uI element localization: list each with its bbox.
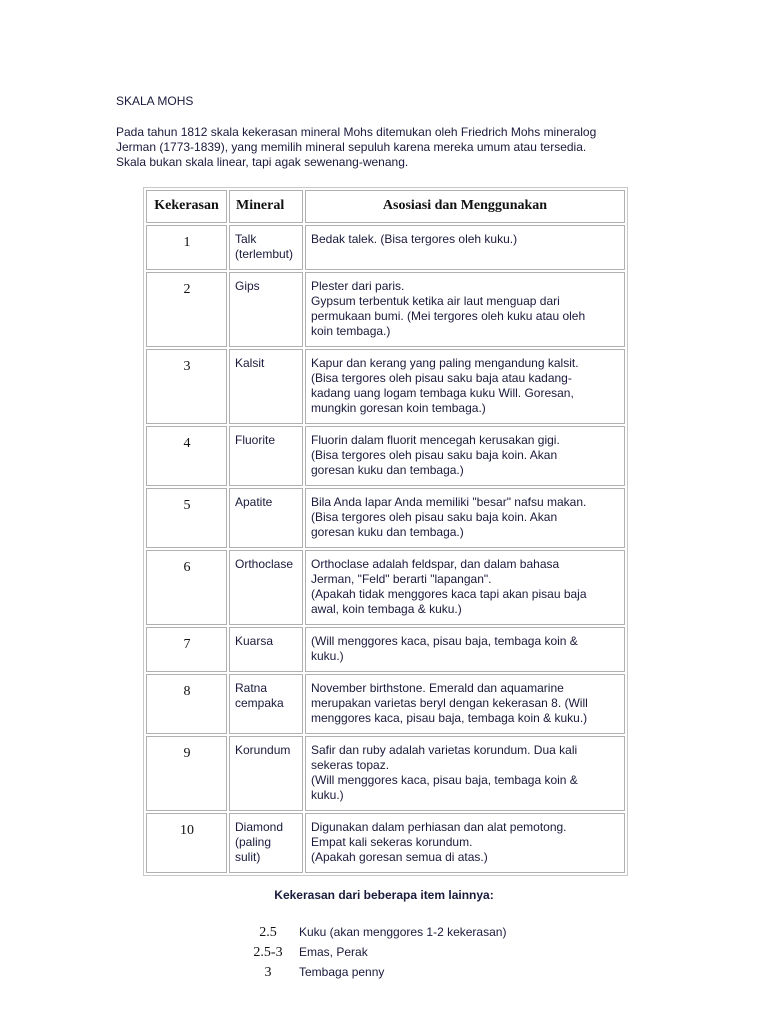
mineral-cell: Kalsit: [229, 349, 303, 424]
hardness-cell: 9: [146, 736, 227, 811]
mineral-cell: Ratna cempaka: [229, 674, 303, 734]
mineral-cell: Kuarsa: [229, 627, 303, 672]
table-row: [146, 426, 625, 486]
description-cell: Digunakan dalam perhiasan dan alat pemotong. Empat kali sekeras korundum. (Apakah goresan semua di atas.): [305, 813, 625, 873]
hardness-cell: 8: [146, 674, 227, 734]
hardness-cell: 5: [146, 488, 227, 548]
item-label: Tembaga penny: [299, 965, 385, 979]
header-association: Asosiasi dan Menggunakan: [305, 190, 625, 223]
table-row: [146, 627, 625, 672]
description-cell: (Will menggores kaca, pisau baja, tembaga koin & kuku.): [305, 627, 625, 672]
mineral-cell: Fluorite: [229, 426, 303, 486]
item-label: Emas, Perak: [299, 945, 368, 959]
other-items-heading: Kekerasan dari beberapa item lainnya:: [274, 888, 494, 902]
mineral-cell: Orthoclase: [229, 550, 303, 625]
hardness-cell: 10: [146, 813, 227, 873]
description-cell: Bedak talek. (Bisa tergores oleh kuku.): [305, 225, 625, 270]
description-cell: Plester dari paris. Gypsum terbentuk ketika air laut menguap dari permukaan bumi. (Mei tergores oleh kuku atau oleh koin tembaga.): [305, 272, 625, 347]
item-hardness: 2.5: [259, 925, 277, 940]
mineral-cell: Talk (terlembut): [229, 225, 303, 270]
mohs-table: [143, 187, 628, 876]
header-hardness: Kekerasan: [146, 190, 227, 223]
table-header-row: [146, 190, 625, 223]
description-cell: Kapur dan kerang yang paling mengandung kalsit. (Bisa tergores oleh pisau saku baja atau kadang- kadang uang logam tembaga kuku Will. Goresan, mungkin goresan koin tembaga.): [305, 349, 625, 424]
mineral-cell: Gips: [229, 272, 303, 347]
table-row: [146, 674, 625, 734]
hardness-cell: 7: [146, 627, 227, 672]
list-item: [230, 964, 590, 984]
hardness-cell: 3: [146, 349, 227, 424]
description-cell: Bila Anda lapar Anda memiliki "besar" nafsu makan. (Bisa tergores oleh pisau saku baja koin. Akan goresan kuku dan tembaga.): [305, 488, 625, 548]
description-cell: Fluorin dalam fluorit mencegah kerusakan gigi. (Bisa tergores oleh pisau saku baja koin. Akan goresan kuku dan tembaga.): [305, 426, 625, 486]
item-hardness: 3: [264, 965, 272, 980]
list-item: [230, 924, 590, 944]
mineral-cell: Korundum: [229, 736, 303, 811]
mineral-cell: Diamond (paling sulit): [229, 813, 303, 873]
page-title: SKALA MOHS: [116, 94, 194, 108]
table-row: [146, 488, 625, 548]
table-row: [146, 225, 625, 270]
table-row: [146, 349, 625, 424]
hardness-cell: 1: [146, 225, 227, 270]
mineral-cell: Apatite: [229, 488, 303, 548]
item-hardness: 2.5-3: [253, 945, 283, 960]
item-label: Kuku (akan menggores 1-2 kekerasan): [299, 925, 507, 939]
description-cell: Safir dan ruby adalah varietas korundum. Dua kali sekeras topaz. (Will menggores kaca, pisau baja, tembaga koin & kuku.): [305, 736, 625, 811]
hardness-cell: 6: [146, 550, 227, 625]
table-row: [146, 813, 625, 873]
table-row: [146, 272, 625, 347]
intro-paragraph: Pada tahun 1812 skala kekerasan mineral Mohs ditemukan oleh Friedrich Mohs mineralog Jerman (1773-1839), yang memilih mineral sepuluh karena mereka umum atau tersedia. Skala bukan skala linear, tapi agak sewenang-wenang.: [116, 125, 597, 169]
other-items-list: [230, 924, 590, 984]
hardness-cell: 4: [146, 426, 227, 486]
list-item: [230, 944, 590, 964]
table-row: [146, 736, 625, 811]
table-row: [146, 550, 625, 625]
hardness-cell: 2: [146, 272, 227, 347]
description-cell: Orthoclase adalah feldspar, dan dalam bahasa Jerman, "Feld" berarti "lapangan". (Apakah tidak menggores kaca tapi akan pisau baja awal, koin tembaga & kuku.): [305, 550, 625, 625]
description-cell: November birthstone. Emerald dan aquamarine merupakan varietas beryl dengan kekerasan 8. (Will menggores kaca, pisau baja, tembaga koin & kuku.): [305, 674, 625, 734]
header-mineral: Mineral: [229, 190, 303, 223]
